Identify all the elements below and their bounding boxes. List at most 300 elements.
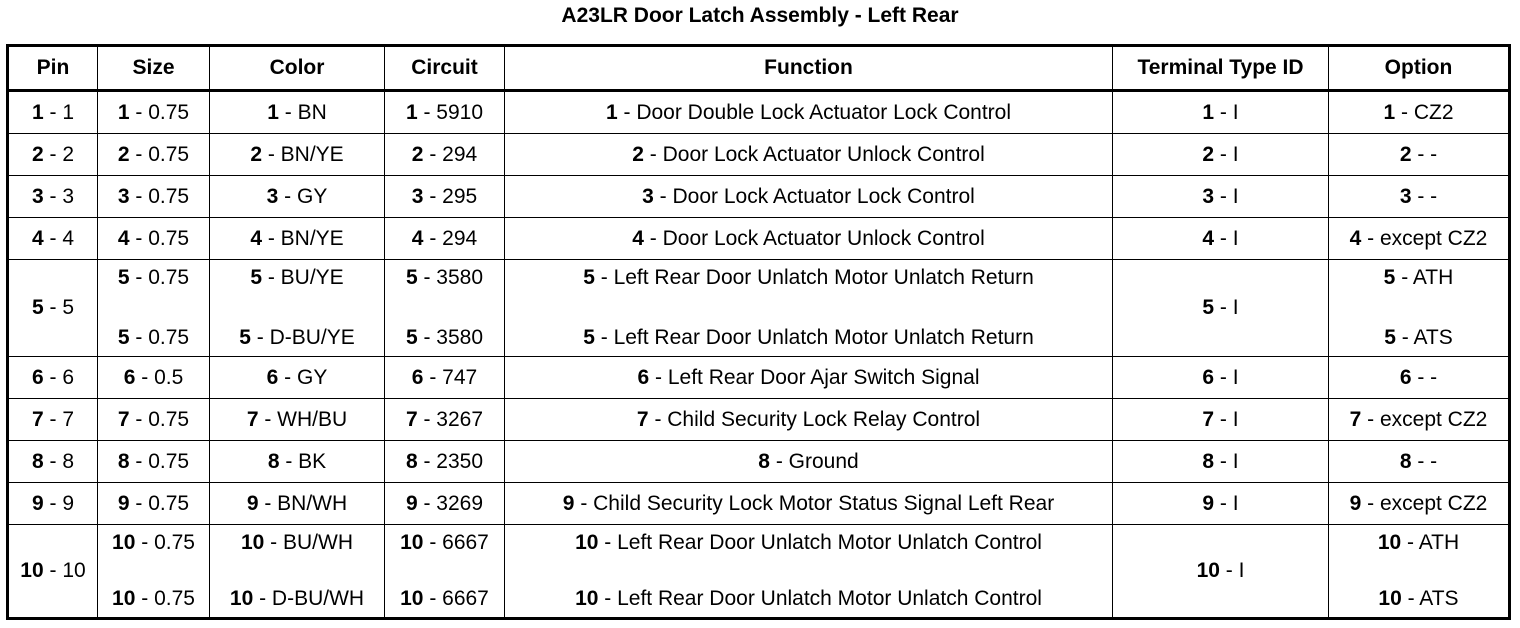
cell-option xyxy=(1329,91,1510,134)
table-row xyxy=(8,134,1510,176)
entry-number: 10 xyxy=(240,531,265,554)
entry-value: - 5 xyxy=(43,296,75,319)
entry-number: 3 xyxy=(31,184,44,208)
header-row xyxy=(8,46,1510,91)
entry-number: 4 xyxy=(31,226,44,250)
cell-option xyxy=(1329,399,1510,441)
entry-number: 5 xyxy=(583,266,595,289)
entry-value: - I xyxy=(1214,142,1239,166)
cell-color xyxy=(210,134,385,176)
entry-number: 7 xyxy=(636,407,649,431)
entry-value: - 1 xyxy=(43,100,75,124)
table-row xyxy=(8,357,1510,399)
entry-value: - Left Rear Door Unlatch Motor Unlatch Control xyxy=(598,531,1042,554)
entry-value: - 0.75 xyxy=(129,449,190,473)
entry-value: - GY xyxy=(278,184,328,208)
entry-value: - I xyxy=(1214,449,1239,473)
entry-number: 3 xyxy=(1399,184,1412,208)
table-row xyxy=(8,91,1510,134)
cell-pin xyxy=(8,134,98,176)
entry-number: 9 xyxy=(117,491,130,515)
cell-entry xyxy=(9,450,97,474)
entry-value: - 0.75 xyxy=(129,100,190,124)
entry-value: - ATH xyxy=(1395,266,1454,289)
cell-option xyxy=(1329,525,1510,619)
cell-entry xyxy=(505,101,1112,125)
cell-pin xyxy=(8,483,98,525)
cell-terminal xyxy=(1113,134,1329,176)
cell-entry xyxy=(385,101,504,125)
cell-terminal xyxy=(1113,357,1329,399)
cell-color xyxy=(210,357,385,399)
cell-size xyxy=(98,176,210,218)
entry-number: 6 xyxy=(411,365,424,389)
entry-value: - I xyxy=(1214,184,1239,208)
entry-number: 7 xyxy=(31,407,44,431)
cell-entry xyxy=(1113,492,1328,516)
cell-entry xyxy=(9,185,97,209)
cell-function xyxy=(505,176,1113,218)
entry-value: - Left Rear Door Unlatch Motor Unlatch Return xyxy=(594,326,1034,349)
entry-value: - BU/YE xyxy=(262,266,344,289)
entry-number: 8 xyxy=(31,449,44,473)
entry-value: - BN xyxy=(278,100,327,124)
entry-value: - Ground xyxy=(769,449,859,473)
entry-value: - - xyxy=(1411,449,1438,473)
connector-table xyxy=(6,44,1511,620)
entry-value: - 0.75 xyxy=(129,326,190,349)
cell-size xyxy=(98,399,210,441)
cell-color xyxy=(210,483,385,525)
cell-terminal xyxy=(1113,483,1329,525)
entry-number: 6 xyxy=(1399,365,1412,389)
entry-number: 10 xyxy=(112,531,136,554)
entry-value: - Door Lock Actuator Lock Control xyxy=(653,184,975,208)
cell-size xyxy=(98,218,210,260)
entry-number: 4 xyxy=(250,226,262,250)
entry-value: - 3267 xyxy=(417,407,484,431)
cell-circuit xyxy=(385,176,505,218)
entry-value: - 2350 xyxy=(417,449,484,473)
cell-size xyxy=(98,441,210,483)
entry-value: - BN/WH xyxy=(258,491,348,515)
cell-entry xyxy=(385,408,504,432)
cell-entry xyxy=(505,185,1112,209)
column-header: Function xyxy=(505,46,1113,91)
entry-number: 2 xyxy=(1399,142,1412,166)
entry-value: - 6667 xyxy=(423,531,489,554)
cell-pin xyxy=(8,176,98,218)
cell-entry xyxy=(1329,326,1508,350)
entry-number: 5 xyxy=(117,266,130,289)
entry-value: - Door Double Lock Actuator Lock Control xyxy=(617,100,1012,124)
cell-pin xyxy=(8,441,98,483)
cell-entry xyxy=(385,531,504,555)
entry-number: 7 xyxy=(1202,407,1215,431)
entry-value: - 6667 xyxy=(423,587,489,610)
cell-function xyxy=(505,218,1113,260)
cell-entry xyxy=(9,492,97,516)
entry-number: 2 xyxy=(117,142,130,166)
cell-color xyxy=(210,218,385,260)
entry-number: 5 xyxy=(1383,266,1396,289)
entry-value: - D-BU/WH xyxy=(253,587,365,610)
entry-value: - 7 xyxy=(43,407,75,431)
entry-value: - 0.5 xyxy=(135,365,184,389)
entry-number: 10 xyxy=(20,559,44,582)
cell-entry xyxy=(505,366,1112,390)
cell-entry xyxy=(210,266,384,290)
entry-value: - I xyxy=(1219,559,1245,582)
cell-entry xyxy=(9,366,97,390)
entry-number: 2 xyxy=(411,142,424,166)
entry-number: 10 xyxy=(112,587,136,610)
entry-value: - - xyxy=(1411,365,1438,389)
entry-number: 4 xyxy=(632,226,644,250)
entry-value: - - xyxy=(1411,184,1438,208)
table-row xyxy=(8,399,1510,441)
entry-number: 6 xyxy=(123,365,136,389)
cell-pin xyxy=(8,218,98,260)
entry-number: 4 xyxy=(1349,226,1362,250)
cell-entry xyxy=(1113,450,1328,474)
cell-entry xyxy=(210,408,384,432)
entry-number: 2 xyxy=(632,142,644,166)
cell-circuit xyxy=(385,91,505,134)
cell-color xyxy=(210,260,385,357)
entry-number: 1 xyxy=(1383,100,1396,124)
entry-number: 8 xyxy=(1399,449,1412,473)
entry-number: 7 xyxy=(405,407,418,431)
entry-number: 7 xyxy=(246,407,259,431)
cell-entry xyxy=(385,185,504,209)
cell-entry xyxy=(505,531,1112,555)
entry-number: 5 xyxy=(31,296,44,319)
entry-value: - GY xyxy=(278,365,328,389)
entry-value: - 0.75 xyxy=(135,587,195,610)
cell-option xyxy=(1329,483,1510,525)
entry-number: 1 xyxy=(1202,100,1215,124)
entry-value: - 3 xyxy=(43,184,75,208)
entry-value: - Left Rear Door Ajar Switch Signal xyxy=(649,365,980,389)
entry-value: - 0.75 xyxy=(129,142,190,166)
entry-value: - ATS xyxy=(1401,587,1459,610)
cell-entry xyxy=(1329,587,1508,611)
cell-terminal xyxy=(1113,91,1329,134)
entry-value: - 294 xyxy=(423,226,478,250)
cell-function xyxy=(505,441,1113,483)
cell-entry xyxy=(1329,266,1508,290)
cell-entry xyxy=(9,408,97,432)
entry-value: - I xyxy=(1214,491,1239,515)
entry-value: - 9 xyxy=(43,491,75,515)
entry-value: - 0.75 xyxy=(129,407,190,431)
cell-color xyxy=(210,525,385,619)
cell-entry xyxy=(210,587,384,611)
cell-entry xyxy=(385,266,504,290)
entry-number: 4 xyxy=(1202,226,1215,250)
entry-number: 2 xyxy=(1202,142,1215,166)
entry-number: 6 xyxy=(637,365,650,389)
entry-value: - ATS xyxy=(1395,326,1453,349)
cell-size xyxy=(98,260,210,357)
entry-value: - I xyxy=(1214,296,1239,319)
cell-entry xyxy=(9,559,97,583)
entry-value: - BN/YE xyxy=(262,226,344,250)
cell-entry xyxy=(385,326,504,350)
cell-function xyxy=(505,357,1113,399)
cell-entry xyxy=(9,143,97,167)
entry-value: - 0.75 xyxy=(129,491,190,515)
entry-value: - except CZ2 xyxy=(1361,407,1488,431)
cell-entry xyxy=(1113,143,1328,167)
entry-number: 1 xyxy=(31,100,44,124)
entry-number: 10 xyxy=(229,587,254,610)
entry-number: 5 xyxy=(1384,326,1396,349)
entry-number: 8 xyxy=(758,449,770,473)
cell-entry xyxy=(1329,408,1508,432)
cell-terminal xyxy=(1113,399,1329,441)
cell-entry xyxy=(1113,227,1328,251)
column-header: Option xyxy=(1329,46,1510,91)
cell-function xyxy=(505,525,1113,619)
cell-entry xyxy=(385,227,504,251)
entry-number: 5 xyxy=(405,266,418,289)
entry-number: 3 xyxy=(266,184,279,208)
cell-entry xyxy=(210,450,384,474)
cell-entry xyxy=(505,227,1112,251)
cell-circuit xyxy=(385,134,505,176)
cell-color xyxy=(210,176,385,218)
cell-pin xyxy=(8,91,98,134)
entry-value: - BK xyxy=(279,449,327,473)
cell-function xyxy=(505,399,1113,441)
cell-color xyxy=(210,441,385,483)
cell-entry xyxy=(98,587,209,611)
cell-entry xyxy=(9,227,97,251)
entry-value: - 0.75 xyxy=(129,226,190,250)
entry-value: - CZ2 xyxy=(1395,100,1454,124)
cell-pin xyxy=(8,399,98,441)
column-header: Circuit xyxy=(385,46,505,91)
entry-number: 6 xyxy=(31,365,44,389)
table-row xyxy=(8,483,1510,525)
cell-terminal xyxy=(1113,260,1329,357)
entry-value: - 6 xyxy=(43,365,75,389)
cell-color xyxy=(210,91,385,134)
entry-value: - BN/YE xyxy=(262,142,344,166)
entry-number: 7 xyxy=(117,407,130,431)
cell-entry xyxy=(505,587,1112,611)
page-title: A23LR Door Latch Assembly - Left Rear xyxy=(561,4,959,27)
cell-function xyxy=(505,483,1113,525)
table-row xyxy=(8,176,1510,218)
entry-number: 6 xyxy=(1202,365,1215,389)
entry-value: - D-BU/YE xyxy=(250,326,355,349)
entry-value: - BU/WH xyxy=(264,531,353,554)
cell-entry xyxy=(385,143,504,167)
entry-value: - ATH xyxy=(1401,531,1460,554)
cell-entry xyxy=(1113,185,1328,209)
cell-entry xyxy=(98,185,209,209)
cell-function xyxy=(505,134,1113,176)
entry-value: - - xyxy=(1411,142,1438,166)
table-row xyxy=(8,218,1510,260)
cell-circuit xyxy=(385,218,505,260)
cell-option xyxy=(1329,441,1510,483)
cell-entry xyxy=(210,366,384,390)
entry-value: - I xyxy=(1214,226,1239,250)
cell-circuit xyxy=(385,441,505,483)
column-header: Size xyxy=(98,46,210,91)
cell-function xyxy=(505,91,1113,134)
column-header: Terminal Type ID xyxy=(1113,46,1329,91)
cell-entry xyxy=(210,492,384,516)
cell-size xyxy=(98,483,210,525)
entry-number: 6 xyxy=(266,365,279,389)
cell-color xyxy=(210,399,385,441)
cell-circuit xyxy=(385,260,505,357)
cell-entry xyxy=(1329,450,1508,474)
entry-value: - except CZ2 xyxy=(1361,491,1488,515)
entry-value: - 8 xyxy=(43,449,75,473)
cell-entry xyxy=(1113,296,1328,320)
entry-value: - 10 xyxy=(43,559,86,582)
entry-value: - 3269 xyxy=(417,491,484,515)
cell-entry xyxy=(505,408,1112,432)
cell-terminal xyxy=(1113,441,1329,483)
entry-value: - except CZ2 xyxy=(1361,226,1488,250)
cell-pin xyxy=(8,525,98,619)
cell-option xyxy=(1329,260,1510,357)
entry-value: - 294 xyxy=(423,142,478,166)
cell-size xyxy=(98,91,210,134)
entry-number: 5 xyxy=(583,326,595,349)
cell-entry xyxy=(98,101,209,125)
cell-entry xyxy=(98,227,209,251)
entry-value: - 5910 xyxy=(417,100,484,124)
cell-entry xyxy=(210,227,384,251)
entry-number: 4 xyxy=(411,226,424,250)
entry-value: - 2 xyxy=(43,142,75,166)
cell-entry xyxy=(1113,408,1328,432)
cell-option xyxy=(1329,134,1510,176)
cell-circuit xyxy=(385,483,505,525)
cell-circuit xyxy=(385,357,505,399)
cell-entry xyxy=(210,531,384,555)
cell-option xyxy=(1329,357,1510,399)
cell-entry xyxy=(98,143,209,167)
entry-number: 7 xyxy=(1349,407,1362,431)
entry-number: 5 xyxy=(250,266,262,289)
entry-number: 9 xyxy=(405,491,418,515)
cell-entry xyxy=(98,450,209,474)
cell-entry xyxy=(385,492,504,516)
cell-entry xyxy=(505,326,1112,350)
cell-entry xyxy=(9,101,97,125)
entry-number: 9 xyxy=(31,491,44,515)
entry-number: 10 xyxy=(575,531,599,554)
cell-entry xyxy=(1329,143,1508,167)
cell-circuit xyxy=(385,525,505,619)
entry-value: - WH/BU xyxy=(258,407,348,431)
table-row xyxy=(8,260,1510,357)
entry-value: - 747 xyxy=(423,365,478,389)
cell-entry xyxy=(210,143,384,167)
cell-entry xyxy=(98,366,209,390)
entry-value: - 0.75 xyxy=(129,184,190,208)
entry-number: 10 xyxy=(1377,531,1402,554)
cell-entry xyxy=(1113,366,1328,390)
entry-number: 10 xyxy=(1378,587,1402,610)
cell-entry xyxy=(505,492,1112,516)
cell-entry xyxy=(1329,366,1508,390)
entry-value: - 0.75 xyxy=(135,531,195,554)
entry-number: 1 xyxy=(267,100,279,124)
entry-number: 3 xyxy=(1202,184,1215,208)
cell-entry xyxy=(210,185,384,209)
column-header: Pin xyxy=(8,46,98,91)
cell-entry xyxy=(1113,559,1328,583)
cell-size xyxy=(98,525,210,619)
entry-number: 5 xyxy=(239,326,251,349)
entry-value: - Door Lock Actuator Unlock Control xyxy=(643,142,985,166)
table-row xyxy=(8,441,1510,483)
entry-number: 8 xyxy=(1202,449,1215,473)
entry-value: - I xyxy=(1214,365,1239,389)
entry-number: 3 xyxy=(117,184,130,208)
cell-entry xyxy=(505,143,1112,167)
table-row xyxy=(8,525,1510,619)
entry-value: - Child Security Lock Motor Status Signal Left Rear xyxy=(574,491,1055,515)
entry-number: 8 xyxy=(117,449,130,473)
entry-number: 4 xyxy=(117,226,130,250)
entry-value: - Child Security Lock Relay Control xyxy=(648,407,981,431)
cell-size xyxy=(98,134,210,176)
cell-entry xyxy=(1113,101,1328,125)
entry-value: - Door Lock Actuator Unlock Control xyxy=(643,226,985,250)
cell-entry xyxy=(98,492,209,516)
cell-terminal xyxy=(1113,176,1329,218)
entry-number: 10 xyxy=(400,587,424,610)
entry-value: - 0.75 xyxy=(129,266,190,289)
cell-entry xyxy=(98,266,209,290)
column-header: Color xyxy=(210,46,385,91)
entry-number: 2 xyxy=(31,142,44,166)
entry-value: - 3580 xyxy=(417,326,484,349)
cell-entry xyxy=(1329,492,1508,516)
entry-number: 5 xyxy=(1202,296,1215,319)
entry-number: 2 xyxy=(250,142,262,166)
cell-entry xyxy=(1329,101,1508,125)
cell-size xyxy=(98,357,210,399)
entry-number: 8 xyxy=(405,449,418,473)
entry-value: - 295 xyxy=(423,184,478,208)
cell-entry xyxy=(9,296,97,320)
entry-number: 1 xyxy=(605,100,618,124)
entry-value: - I xyxy=(1214,407,1239,431)
entry-value: - I xyxy=(1214,100,1239,124)
cell-entry xyxy=(385,450,504,474)
entry-number: 1 xyxy=(405,100,418,124)
entry-number: 5 xyxy=(405,326,418,349)
cell-entry xyxy=(385,587,504,611)
entry-number: 9 xyxy=(1202,491,1215,515)
cell-entry xyxy=(98,531,209,555)
entry-number: 10 xyxy=(575,587,599,610)
cell-terminal xyxy=(1113,525,1329,619)
cell-entry xyxy=(505,266,1112,290)
